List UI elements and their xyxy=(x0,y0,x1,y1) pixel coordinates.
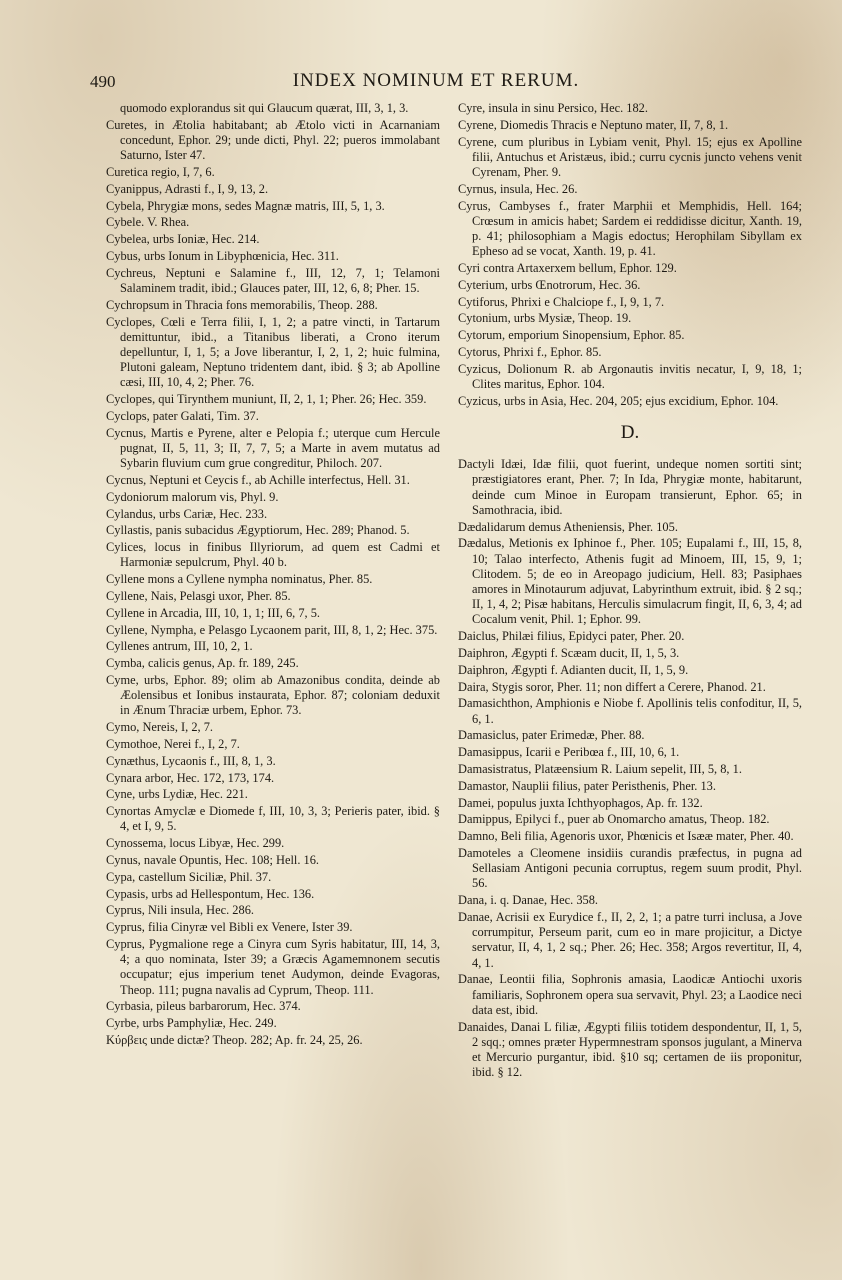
index-entry: Damei, populus juxta Ichthyophagos, Ap. fr. 132. xyxy=(458,795,703,810)
index-entry: Cyclopes, qui Tirynthem muniunt, II, 2, 1, 1; Pher. 26; Hec. 359. xyxy=(106,392,427,407)
right-column-bottom xyxy=(458,457,802,1080)
page-number: 490 xyxy=(90,72,116,91)
index-entry: Cymo, Nereis, I, 2, 7. xyxy=(106,720,214,735)
index-entry: Cyllene, Nais, Pelasgi uxor, Pher. 85. xyxy=(106,588,291,603)
index-entry: Cybela, Phrygiæ mons, sedes Magnæ matris, III, 5, 1, 3. xyxy=(106,198,385,213)
index-entry: Cybele. V. Rhea. xyxy=(106,215,190,230)
index-entry: Cycnus, Martis e Pyrene, alter e Pelopia f.; uterque cum Hercule pugnat, II, 5, 11, 3; II, 7, 7, 5; a Marte in avem mutatus ad Sybarin fluvium cum grue congreditur, Philoch. 207. xyxy=(106,425,440,471)
index-entry: Cychreus, Neptuni e Salamine f., III, 12, 7, 1; Telamoni Salaminem tradit, ibid.; Glauces pater, III, 12, 6, 8; Pher. 15. xyxy=(106,265,440,295)
index-entry: Cyrus, Cambyses f., frater Marphii et Memphidis, Hell. 164; Crœsum in amicis habet; Sardem ei reddidisse dicitur, Xanth. 19, p. 41; philosophiam a Magis edoctus; Herophilam Sibyllam ex Epheso ad se vocat, Xanth. 19, p. 41. xyxy=(458,198,802,259)
index-entry: Damno, Beli filia, Agenoris uxor, Phœnicis et Isææ mater, Pher. 40. xyxy=(458,829,794,844)
section-letter: D. xyxy=(620,421,640,443)
index-entry: Daira, Stygis soror, Pher. 11; non differt a Cerere, Phanod. 21. xyxy=(458,679,766,694)
index-entry: Damasippus, Icarii e Peribœa f., III, 10, 6, 1. xyxy=(458,745,680,760)
index-entry: Cyllenes antrum, III, 10, 2, 1. xyxy=(106,639,253,654)
index-entry: Daiphron, Ægypti f. Adianten ducit, II, 1, 5, 9. xyxy=(458,662,689,677)
index-entry: Cyrbe, urbs Pamphyliæ, Hec. 249. xyxy=(106,1016,277,1031)
index-entry: Dædalidarum demus Atheniensis, Pher. 105. xyxy=(458,519,678,534)
index-entry: Cynortas Amyclæ e Diomede f, III, 10, 3, 3; Perieris pater, ibid. § 4, et I, 9, 5. xyxy=(106,804,440,834)
index-entry: Cylandus, urbs Cariæ, Hec. 233. xyxy=(106,506,268,521)
index-entry: Cynæthus, Lycaonis f., III, 8, 1, 3. xyxy=(106,753,276,768)
index-entry: Cyzicus, urbs in Asia, Hec. 204, 205; ejus excidium, Ephor. 104. xyxy=(458,393,779,408)
index-entry: Cybelea, urbs Ioniæ, Hec. 214. xyxy=(106,232,260,247)
index-entry: Cyne, urbs Lydiæ, Hec. 221. xyxy=(106,787,248,802)
index-entry: Cyclopes, Cœli e Terra filii, I, 1, 2; a patre vincti, in Tartarum demittuntur, ibid., a Titanibus liberati, a Crono iterum depelluntur, I, 1, 5; a Jove liberantur, I, 2, 1, 2; huic fulmina, Plutoni galeam, Neptuno tridentem dant, ibid. § 3; ab Apolline cæsi, III, 10, 4, 2; Pher. 76. xyxy=(106,314,440,390)
index-entry: Cyprus, Nili insula, Hec. 286. xyxy=(106,903,254,918)
page-header xyxy=(90,70,782,96)
running-title: INDEX NOMINUM ET RERUM. xyxy=(292,70,580,91)
index-entry: Cyprus, filia Cinyræ vel Bibli ex Venere, Ister 39. xyxy=(106,920,353,935)
index-entry: Damasistratus, Platæensium R. Laium sepelit, III, 5, 8, 1. xyxy=(458,761,742,776)
index-entry: Damippus, Epilyci f., puer ab Onomarcho amatus, Theop. 182. xyxy=(458,812,770,827)
index-entry: Curetes, in Ætolia habitabant; ab Ætolo victi in Acarnaniam concedunt, Ephor. 29; unde dicti, Phyl. 22; pueros immolabant Saturno, Ister 47. xyxy=(106,117,440,163)
index-entry: Cyzicus, Dolionum R. ab Argonautis invitis necatur, I, 9, 18, 1; Clites maritus, Ephor. 104. xyxy=(458,361,802,391)
index-entry: Cypasis, urbs ad Hellespontum, Hec. 136. xyxy=(106,886,315,901)
index-entry: Danae, Leontii filia, Sophronis amasia, Laodicæ Antiochi uxoris familiaris, Sophronem opera sua servavit, Phyl. 23; a Laodice neci data est, ibid. xyxy=(458,972,802,1017)
index-entry: Cybus, urbs Ionum in Libyphœnicia, Hec. 311. xyxy=(106,248,339,263)
right-column-top xyxy=(458,101,802,409)
index-entry: Danaides, Danai L filiæ, Ægypti filiis totidem despondentur, II, 1, 5, 2 sqq.; omnes præter Hypermnestram sponsos jugulant, a Minerva et Mercurio purgantur, ibid. §10 sq; certamen de iis proponitur, ibid. § 12. xyxy=(458,1019,802,1080)
left-column xyxy=(106,101,440,1050)
index-entry: Cytonium, urbs Mysiæ, Theop. 19. xyxy=(458,311,632,326)
index-entry: Cyterium, urbs Œnotrorum, Hec. 36. xyxy=(458,277,641,292)
index-entry: Κύρβεις unde dictæ? Theop. 282; Ap. fr. 24, 25, 26. xyxy=(106,1032,363,1047)
index-entry: Cynossema, locus Libyæ, Hec. 299. xyxy=(106,836,285,851)
right-column xyxy=(458,101,802,1082)
index-entry: Cyme, urbs, Ephor. 89; olim ab Amazonibus condita, deinde ab Æolensibus et Ionibus instaurata, Ephor. 87; coloniam deduxit in Ænum Thraciæ urbem, Ephor. 73. xyxy=(106,672,440,718)
index-entry: Dædalus, Metionis ex Iphinoe f., Pher. 105; Eupalami f., III, 15, 8, 10; Talao interfecto, Athenis fugit ad Minoem, III, 15, 9, 1; Clitodem. 5; de eo in Areopago judicium, Hell. 83; Pasiphaes amores in Minotaurum adjuvat, Labyrinthum extruit, ibid. § 2 sq.; II, 1, 4, 2; Pisæ habitans, Herculis simulacrum fingit, II, 6, 3, 4; ad Cocalum venit, Phil. 1; Ephor. 99. xyxy=(458,536,802,627)
index-entry: Cyanippus, Adrasti f., I, 9, 13, 2. xyxy=(106,181,269,196)
index-entry: Cyclops, pater Galati, Tim. 37. xyxy=(106,408,259,423)
index-entry: Cyllene mons a Cyllene nympha nominatus, Pher. 85. xyxy=(106,572,373,587)
index-entry: Daiphron, Ægypti f. Scæam ducit, II, 1, 5, 3. xyxy=(458,646,680,660)
index-entry: Cytiforus, Phrixi e Chalciope f., I, 9, 1, 7. xyxy=(458,294,665,309)
index-entry: Cytorus, Phrixi f., Ephor. 85. xyxy=(458,344,602,359)
index-entry: Cyrene, Diomedis Thracis e Neptuno mater, II, 7, 8, 1. xyxy=(458,117,729,132)
index-entry: Cytorum, emporium Sinopensium, Ephor. 85. xyxy=(458,328,685,343)
index-entry: Damasichthon, Amphionis e Niobe f. Apollinis telis confoditur, II, 5, 6, 1. xyxy=(458,696,802,726)
index-entry: Cyllene, Nympha, e Pelasgo Lycaonem parit, III, 8, 1, 2; Hec. 375. xyxy=(106,622,438,637)
index-entry: Cyprus, Pygmalione rege a Cinyra cum Syris habitatur, III, 14, 3, 4; a quo nominata, Ister 39; a Græcis Agamemnonem secutis occupatur; ejus imperium tenet Audymon, deinde Evagoras, Theop. 111; pugna navalis ad Cyprum, Theop. 111. xyxy=(106,936,440,997)
index-entry: quomodo explorandus sit qui Glaucum quærat, III, 3, 1, 3. xyxy=(120,101,409,115)
index-entry: Cyrnus, insula, Hec. 26. xyxy=(458,181,578,196)
index-entry: Cynara arbor, Hec. 172, 173, 174. xyxy=(106,770,275,785)
index-entry: Cydoniorum malorum vis, Phyl. 9. xyxy=(106,489,279,504)
index-entry: Damoteles a Cleomene insidiis curandis præfectus, in pugna ad Sellasiam Antigoni pecunia corruptus, regem suum prodit, Phyl. 56. xyxy=(458,845,802,891)
index-entry: Cylices, locus in finibus Illyriorum, ad quem est Cadmi et Harmoniæ sepulcrum, Phyl. 40 b. xyxy=(106,540,440,570)
index-entry: Cyri contra Artaxerxem bellum, Ephor. 129. xyxy=(458,261,677,275)
index-entry: Dana, i. q. Danae, Hec. 358. xyxy=(458,893,599,908)
index-entry: Cyllene in Arcadia, III, 10, 1, 1; III, 6, 7, 5. xyxy=(106,605,321,620)
index-entry: Cynus, navale Opuntis, Hec. 108; Hell. 16. xyxy=(106,852,320,867)
index-entry: Cyllastis, panis subacidus Ægyptiorum, Hec. 289; Phanod. 5. xyxy=(106,523,410,538)
index-entry: Cyrbasia, pileus barbarorum, Hec. 374. xyxy=(106,999,301,1014)
index-entry: Curetica regio, I, 7, 6. xyxy=(106,165,215,179)
index-entry: Cyrene, cum pluribus in Lybiam venit, Phyl. 15; ejus ex Apolline filii, Antuchus et Aristæus, ibid.; curru cycnis juncto vehens venit Cyrenam, Pher. 9. xyxy=(458,134,802,179)
index-entry: Cymothoe, Nerei f., I, 2, 7. xyxy=(106,736,240,751)
index-entry: Dactyli Idæi, Idæ filii, quot fuerint, undeque nomen sortiti sint; præstigiatores erant, Pher. 7; In Ida, Phrygiæ monte, habitarunt, deinde cum Minoe in Europam transierunt, Ephor. 65; in Samothracia, ibid. xyxy=(458,457,802,517)
index-entry: Damastor, Nauplii filius, pater Peristhenis, Pher. 13. xyxy=(458,778,716,793)
index-entry: Cycnus, Neptuni et Ceycis f., ab Achille interfectus, Hell. 31. xyxy=(106,472,410,487)
index-entry: Damasiclus, pater Erimedæ, Pher. 88. xyxy=(458,728,645,743)
index-entry: Danae, Acrisii ex Eurydice f., II, 2, 2, 1; a patre turri inclusa, a Jove corrumpitur, Perseum parit, cum eo in mare projicitur, a Dictye servatur, II, 4, 1, 2 sq.; Pher. 26; Hec. 358; Argos revertitur, II, 4, 4, 1. xyxy=(458,909,802,970)
index-entry: Cymba, calicis genus, Ap. fr. 189, 245. xyxy=(106,656,299,671)
index-entry: Cychropsum in Thracia fons memorabilis, Theop. 288. xyxy=(106,297,378,312)
index-entry: Daiclus, Philæi filius, Epidyci pater, Pher. 20. xyxy=(458,629,685,644)
index-entry: Cyre, insula in sinu Persico, Hec. 182. xyxy=(458,101,648,115)
index-entry: Cypa, castellum Siciliæ, Phil. 37. xyxy=(106,869,272,884)
